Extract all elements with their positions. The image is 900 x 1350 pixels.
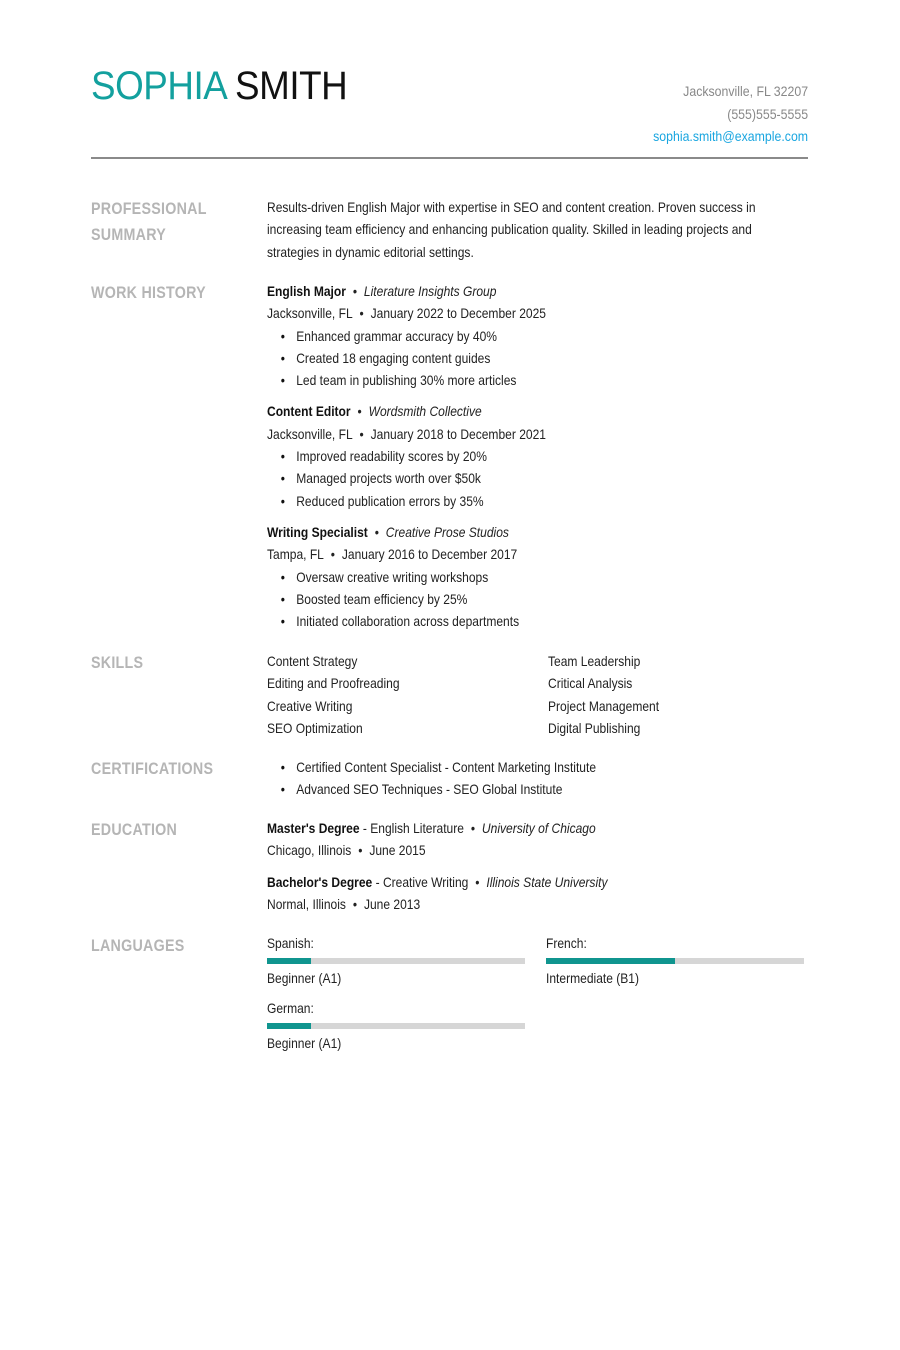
label-line: PROFESSIONAL xyxy=(91,199,207,218)
separator: • xyxy=(358,842,363,859)
certifications-list xyxy=(267,756,732,801)
separator: • xyxy=(352,283,358,299)
proficiency-fill xyxy=(546,958,675,964)
bullet: • Managed projects worth over $50k xyxy=(296,467,732,489)
graduation-date: June 2015 xyxy=(369,842,426,859)
language-name: Spanish: xyxy=(267,935,314,951)
separator: • xyxy=(330,546,335,563)
job-bullets xyxy=(267,325,732,392)
proficiency-bar xyxy=(267,958,525,964)
school: University of Chicago xyxy=(481,820,596,836)
proficiency-bar xyxy=(546,958,804,964)
bullet: • Initiated collaboration across departments xyxy=(296,610,732,632)
school-location: Normal, Illinois xyxy=(267,895,346,912)
summary-text xyxy=(267,196,756,263)
certification-item: • Advanced SEO Techniques - SEO Global Institute xyxy=(296,778,732,800)
skills-column-1 xyxy=(267,650,400,739)
resume-header xyxy=(91,0,808,160)
job-dates: January 2018 to December 2021 xyxy=(370,425,547,442)
language-level: Beginner (A1) xyxy=(267,1035,342,1051)
degree: Bachelor's Degree xyxy=(267,873,373,890)
language-item xyxy=(267,998,525,1053)
company: Literature Insights Group xyxy=(363,283,497,299)
summary-line: increasing team efficiency and enhancing publication quality. Skilled in leading projects and xyxy=(267,221,752,238)
bullet: • Enhanced grammar accuracy by 40% xyxy=(296,325,732,347)
language-item xyxy=(267,933,525,988)
bullet: • Oversaw creative writing workshops xyxy=(296,566,732,588)
graduation-date: June 2013 xyxy=(363,895,421,912)
summary-line: strategies in dynamic editorial settings. xyxy=(267,243,474,260)
job-entry xyxy=(267,521,732,632)
resume-page xyxy=(91,0,808,1051)
bullet: • Boosted team efficiency by 25% xyxy=(296,588,732,610)
phone: (555)555-5555 xyxy=(727,105,808,122)
bullet: • Created 18 engaging content guides xyxy=(296,347,732,369)
language-item xyxy=(546,933,804,988)
job-title: English Major xyxy=(267,283,346,299)
language-name: German: xyxy=(267,1000,314,1016)
certification-item: • Certified Content Specialist - Content Marketing Institute xyxy=(296,756,732,778)
separator: • xyxy=(359,305,364,322)
education-entry xyxy=(267,817,732,862)
summary-line: Results-driven English Major with expertise in SEO and content creation. Proven success in xyxy=(267,199,756,215)
job-title: Writing Specialist xyxy=(267,523,368,540)
proficiency-bar xyxy=(267,1023,525,1029)
field-of-study: - Creative Writing xyxy=(372,873,469,890)
section-label-work: WORK HISTORY xyxy=(91,283,206,302)
degree: Master's Degree xyxy=(267,820,360,836)
bullet: • Led team in publishing 30% more articles xyxy=(296,369,732,391)
job-location: Jacksonville, FL xyxy=(267,425,353,442)
language-name: French: xyxy=(546,935,587,951)
school: Illinois State University xyxy=(486,873,608,890)
work-list xyxy=(267,280,732,641)
separator: • xyxy=(357,403,362,420)
skill-item: Team Leadership xyxy=(548,653,641,669)
job-dates: January 2016 to December 2017 xyxy=(341,546,518,563)
address: Jacksonville, FL 32207 xyxy=(683,83,808,99)
school-location: Chicago, Illinois xyxy=(267,842,352,859)
email-link[interactable]: sophia.smith@example.com xyxy=(653,128,808,144)
skill-item: Critical Analysis xyxy=(548,675,633,692)
job-entry xyxy=(267,400,732,511)
bullet: • Reduced publication errors by 35% xyxy=(296,490,732,512)
skill-item: Creative Writing xyxy=(267,697,353,714)
skill-item: Content Strategy xyxy=(267,653,358,669)
section-label-education: EDUCATION xyxy=(91,820,178,839)
separator: • xyxy=(359,425,364,442)
separator: • xyxy=(352,895,358,912)
proficiency-fill xyxy=(267,1023,311,1029)
header-divider xyxy=(91,157,808,159)
separator: • xyxy=(475,873,480,890)
skills-column-2 xyxy=(548,650,659,739)
contact-info xyxy=(653,80,808,148)
section-label-certifications: CERTIFICATIONS xyxy=(91,759,214,778)
skills-grid xyxy=(267,650,808,742)
job-bullets xyxy=(267,445,732,512)
job-dates: January 2022 to December 2025 xyxy=(370,305,547,322)
label-line: SUMMARY xyxy=(91,225,167,244)
company: Creative Prose Studios xyxy=(385,523,509,540)
candidate-name xyxy=(91,62,347,110)
skill-item: Project Management xyxy=(548,697,660,714)
bullet: • Improved readability scores by 20% xyxy=(296,445,732,467)
last-name: SMITH xyxy=(235,64,348,108)
first-name: SOPHIA xyxy=(91,64,226,108)
job-location: Jacksonville, FL xyxy=(267,305,353,322)
job-entry xyxy=(267,280,732,391)
skill-item: Digital Publishing xyxy=(548,719,641,736)
language-level: Intermediate (B1) xyxy=(546,970,640,986)
skill-item: SEO Optimization xyxy=(267,719,363,736)
job-title: Content Editor xyxy=(267,403,351,420)
education-list xyxy=(267,817,732,915)
company: Wordsmith Collective xyxy=(368,403,482,420)
education-entry xyxy=(267,871,732,916)
section-label-languages: LANGUAGES xyxy=(91,936,185,955)
job-bullets xyxy=(267,566,732,633)
skill-item: Editing and Proofreading xyxy=(267,675,400,692)
language-level: Beginner (A1) xyxy=(267,970,342,986)
section-label-summary xyxy=(91,196,225,248)
proficiency-fill xyxy=(267,958,311,964)
separator: • xyxy=(374,523,379,540)
field-of-study: - English Literature xyxy=(359,820,464,836)
section-label-skills: SKILLS xyxy=(91,653,144,672)
separator: • xyxy=(470,820,476,836)
job-location: Tampa, FL xyxy=(267,546,324,563)
